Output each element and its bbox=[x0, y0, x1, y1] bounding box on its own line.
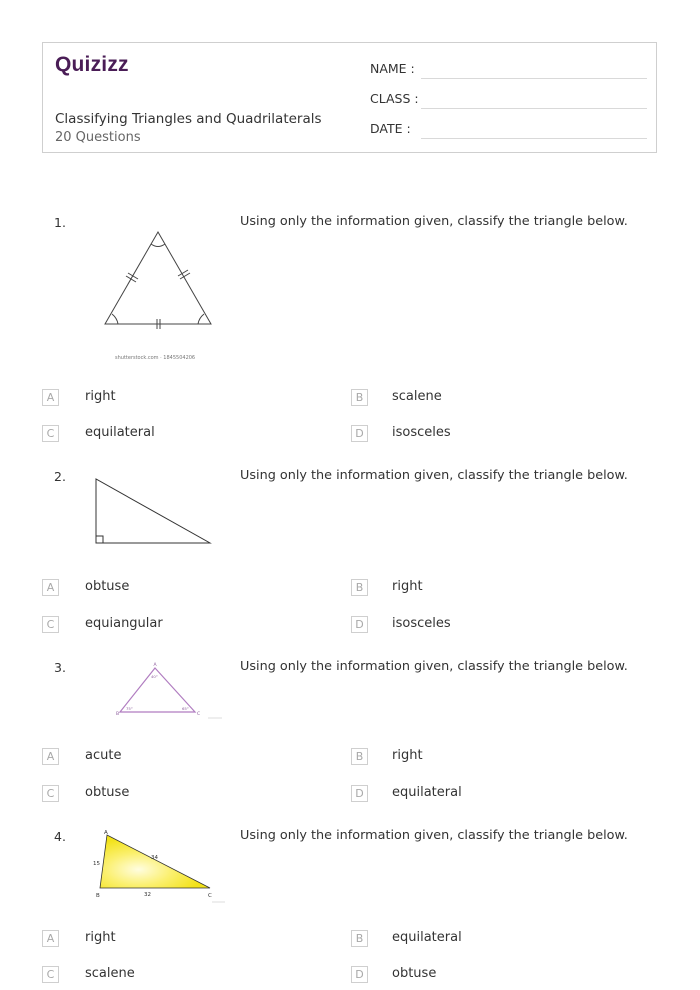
q3-vertex-left: B bbox=[116, 712, 120, 717]
q2-option-d-text: isosceles bbox=[392, 616, 451, 631]
q3-option-d-text: equilateral bbox=[392, 785, 462, 800]
q1-option-c-letter[interactable]: C bbox=[42, 425, 59, 442]
q1-option-a-letter[interactable]: A bbox=[42, 389, 59, 406]
question-1-number: 1. bbox=[54, 215, 66, 230]
worksheet-title: Classifying Triangles and Quadrilaterals bbox=[55, 111, 322, 127]
q2-option-b-text: right bbox=[392, 579, 423, 594]
q4-option-d-letter[interactable]: D bbox=[351, 966, 368, 983]
q4-vertex-a: A bbox=[104, 830, 108, 836]
question-4-number: 4. bbox=[54, 829, 66, 844]
question-3-number: 3. bbox=[54, 660, 66, 675]
q4-option-a-text: right bbox=[85, 930, 116, 945]
q4-vertex-c: C bbox=[208, 893, 212, 899]
q3-option-c-letter[interactable]: C bbox=[42, 785, 59, 802]
class-line bbox=[421, 108, 647, 109]
question-2-text: Using only the information given, classify the triangle below. bbox=[240, 468, 628, 483]
q4-option-b-letter[interactable]: B bbox=[351, 930, 368, 947]
q4-option-b-text: equilateral bbox=[392, 930, 462, 945]
name-line bbox=[421, 78, 647, 79]
question-4-text: Using only the information given, classify the triangle below. bbox=[240, 828, 628, 843]
q4-option-d-text: obtuse bbox=[392, 966, 437, 981]
q3-option-d-letter[interactable]: D bbox=[351, 785, 368, 802]
image-credit: shutterstock.com · 1845504206 bbox=[115, 355, 196, 361]
q3-option-a-letter[interactable]: A bbox=[42, 748, 59, 765]
question-2-number: 2. bbox=[54, 469, 66, 484]
q2-option-a-text: obtuse bbox=[85, 579, 130, 594]
q1-option-b-letter[interactable]: B bbox=[351, 389, 368, 406]
q3-vertex-top: A bbox=[153, 663, 157, 668]
question-4-yellow-triangle-figure bbox=[90, 826, 230, 906]
q4-option-a-letter[interactable]: A bbox=[42, 930, 59, 947]
question-2-right-triangle-figure bbox=[92, 475, 217, 547]
q3-vertex-right: C bbox=[197, 712, 201, 717]
q3-angle-top: 40° bbox=[151, 674, 158, 679]
q2-option-a-letter[interactable]: A bbox=[42, 579, 59, 596]
q4-option-c-letter[interactable]: C bbox=[42, 966, 59, 983]
q4-side-ac: 34 bbox=[151, 855, 158, 861]
q1-option-d-letter[interactable]: D bbox=[351, 425, 368, 442]
question-1-text: Using only the information given, classify the triangle below. bbox=[240, 214, 628, 229]
q3-angle-right: 65° bbox=[182, 706, 189, 711]
q3-option-c-text: obtuse bbox=[85, 785, 130, 800]
date-label: DATE : bbox=[370, 121, 411, 136]
q4-side-ab: 15 bbox=[93, 861, 100, 867]
q2-option-c-text: equiangular bbox=[85, 616, 163, 631]
date-line bbox=[421, 138, 647, 139]
q2-option-c-letter[interactable]: C bbox=[42, 616, 59, 633]
q4-vertex-b: B bbox=[96, 893, 100, 899]
question-1-triangle-figure bbox=[98, 225, 218, 335]
worksheet-header bbox=[42, 42, 657, 153]
question-3-triangle-figure bbox=[110, 660, 230, 722]
q1-option-a-text: right bbox=[85, 389, 116, 404]
question-count: 20 Questions bbox=[55, 130, 141, 145]
question-3-text: Using only the information given, classify the triangle below. bbox=[240, 659, 628, 674]
quizizz-logo: Quizizz bbox=[55, 53, 129, 76]
q3-option-a-text: acute bbox=[85, 748, 122, 763]
class-label: CLASS : bbox=[370, 91, 419, 106]
q3-option-b-text: right bbox=[392, 748, 423, 763]
q3-option-b-letter[interactable]: B bbox=[351, 748, 368, 765]
q4-option-c-text: scalene bbox=[85, 966, 135, 981]
q3-angle-left: 75° bbox=[126, 706, 133, 711]
name-label: NAME : bbox=[370, 61, 415, 76]
q1-option-c-text: equilateral bbox=[85, 425, 155, 440]
q2-option-b-letter[interactable]: B bbox=[351, 579, 368, 596]
q1-option-d-text: isosceles bbox=[392, 425, 451, 440]
q1-option-b-text: scalene bbox=[392, 389, 442, 404]
q2-option-d-letter[interactable]: D bbox=[351, 616, 368, 633]
q4-side-bc: 32 bbox=[144, 892, 151, 898]
